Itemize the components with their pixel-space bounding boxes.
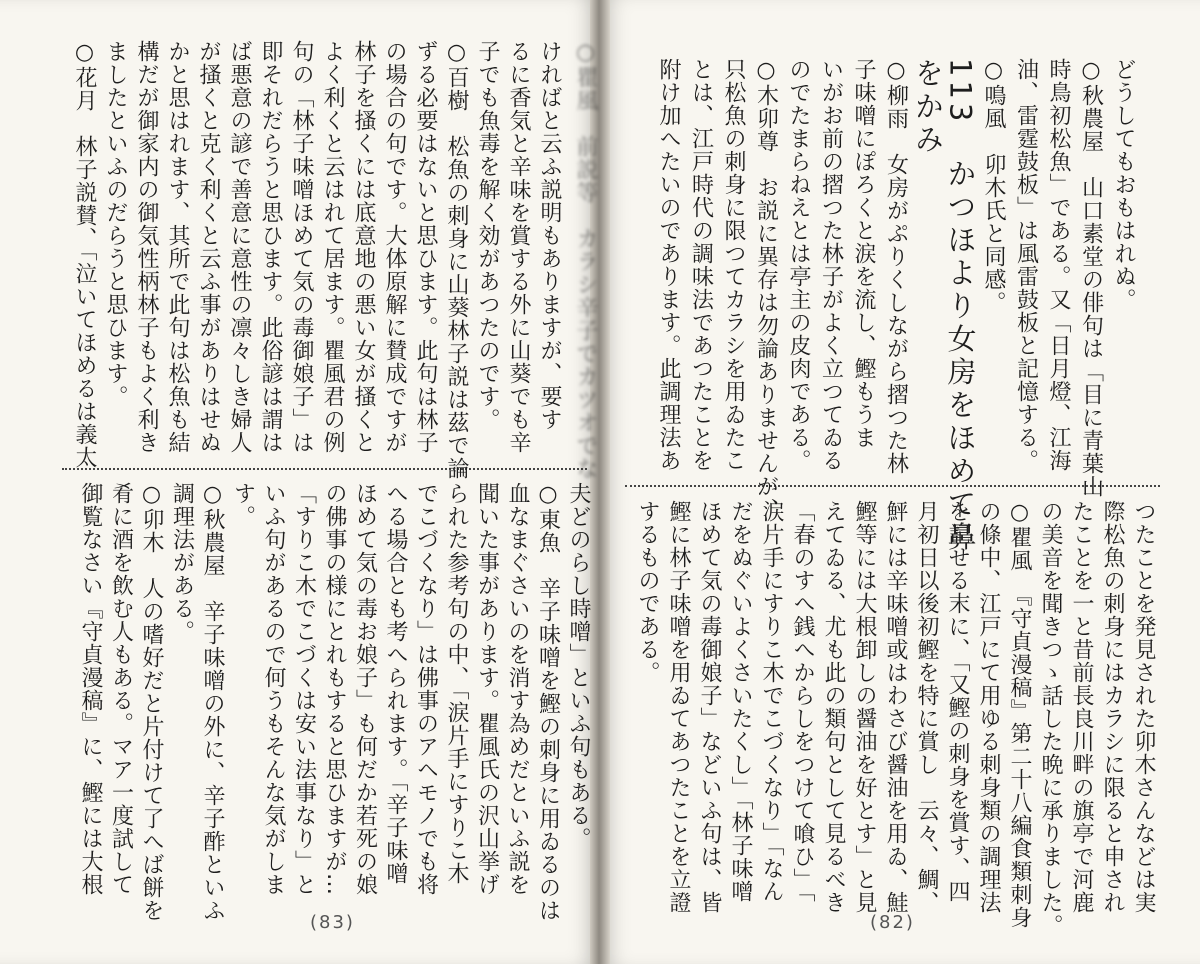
text-column: を記せる末に、「又鰹の刺身を賞す、四 xyxy=(945,500,970,903)
text-column: 調理法がある。 xyxy=(169,482,195,643)
text-column: だをぬぐいよくさいたくし」「林子味噌 xyxy=(728,500,753,903)
text-column: ○秋農屋 辛子味噌の外に、辛子酢といふ xyxy=(200,482,225,922)
text-column: 血なまぐさいのを消す為めだといふ説を xyxy=(505,482,530,896)
text-column: の條中、江戸にて用ゆる刺身類の調理法 xyxy=(976,500,1001,914)
text-column: のでたまらねえとは亭主の皮肉である。 xyxy=(786,58,811,472)
text-column: が搔くと克く利くと云ふ事がありはせぬ xyxy=(196,40,221,454)
text-column: どうしてもおもはれぬ。 xyxy=(1111,58,1136,311)
text-column: 鰹に林子味噌を用ゐてあつたことを立證 xyxy=(666,500,691,914)
text-column: 「すりこ木でこづくは安い法事なり」と xyxy=(291,482,317,896)
text-column: 時鳥初松魚」である。又「日月燈、江海 xyxy=(1046,58,1071,472)
text-column: ○東魚 辛子味噌を鰹の刺身に用ゐるのは xyxy=(535,482,561,922)
text-column: 際松魚の刺身にはカラシに限ると申され xyxy=(1100,500,1125,914)
text-column: るに香気と辛味を賞する外に山葵でも辛 xyxy=(506,40,531,454)
text-column: えてゐる、尤も此の類句として見るべき xyxy=(821,500,846,914)
text-column: の美音を聞きつゝ話した晩に承りました。 xyxy=(1038,500,1063,937)
text-column: 御覧なさい『守貞漫稿』に、鰹には大根 xyxy=(78,482,103,896)
text-column: ○木卯尊 お説に異存は勿論ありませんが、 xyxy=(753,58,779,521)
text-column: ○瞿風 前説等 カラシ辛子でカツオでな xyxy=(573,40,598,480)
text-column: ずる必要はないと思ひます。此句は林子 xyxy=(413,40,438,454)
text-column: をかみ xyxy=(911,58,945,157)
text-column: 鮃には辛味噌或はわさび醤油を用ゐ、鮭 xyxy=(883,500,908,914)
text-column: ましたといふのだらうと思ひます。 xyxy=(103,40,128,408)
text-column: 鰹等には大根卸しの醤油を好とす」と見 xyxy=(852,500,877,914)
text-column: するものである。 xyxy=(635,500,660,684)
text-column: 子でも魚毒を解く効があつたのです。 xyxy=(475,40,500,431)
text-column: 構だが御家内の御気性柄林子もよく利き xyxy=(134,40,159,454)
text-column: 附け加へたいのであります。此調理法あ xyxy=(656,58,681,472)
text-column: ○百樹 松魚の刺身に山葵林子説は茲で論 xyxy=(444,40,469,480)
text-column: 林子を搔くには底意地の悪い女が搔くと xyxy=(351,40,376,454)
text-column: いがお前の摺つた林子がよく立つてゐる xyxy=(818,58,844,472)
text-column: 涙片手にすりこ木でこづくなり」「なん xyxy=(759,500,784,903)
text-column: ○瞿風 『守貞漫稿』第二十八編食類刺身 xyxy=(1007,500,1032,929)
right-page-number: (82) xyxy=(870,912,915,933)
text-column: られた参考句の中、「涙片手にすりこ木 xyxy=(444,482,469,885)
text-column: いふ句があるので何うもそんな気がしま xyxy=(261,482,286,896)
text-column: とは、江戸時代の調味法であつたことを xyxy=(688,58,714,472)
text-column: の佛事の様にとれもすると思ひますが… xyxy=(322,482,347,896)
text-column: 月初日以後初鰹を特に賞し 云々、鯛、 xyxy=(914,500,939,914)
text-column: 句の「林子味噌ほめて気の毒御娘子」は xyxy=(289,40,314,454)
text-column: ○花月 林子説賛、「泣いてほめるは義太 xyxy=(72,40,97,469)
text-column: ければと云ふ説明もありますが、要す xyxy=(537,40,562,431)
text-column: かと思はれます、其所で此句は松魚も結 xyxy=(165,40,190,454)
text-column: 子味噌にぽろくと涙を流し、鰹もうま xyxy=(851,58,876,449)
text-column: 肴に酒を飲む人もある。マア一度試して xyxy=(108,482,134,896)
text-column: たことを一と昔前長良川畔の旗亭で河鹿 xyxy=(1069,500,1094,914)
left-page-divider xyxy=(62,468,587,470)
text-column: 油、雷霆鼓板」は風雷鼓板と記憶する。 xyxy=(1013,58,1039,472)
text-column: 只松魚の刺身に限つてカラシを用ゐたこ xyxy=(721,58,746,472)
text-column: 113 かつほより女房をほめて鼻 xyxy=(943,58,978,555)
text-column: の場合の句です。大体原解に賛成ですが xyxy=(382,40,407,454)
text-column: ほめて気の毒御娘子」などいふ句は、皆 xyxy=(697,500,722,914)
text-column: よく利くと云はれて居ます。瞿風君の例 xyxy=(320,40,345,454)
text-column: ○秋農屋 山口素堂の俳句は「目に青葉山 xyxy=(1078,58,1104,498)
text-column: 「春のすへ銭へからしをつけて喰ひ」「 xyxy=(790,500,815,903)
text-column: ○柳雨 女房がぷりくしながら摺つた林 xyxy=(883,58,909,475)
text-column: 即それだらうと思ひます。此俗諺は謂は xyxy=(258,40,283,454)
text-column: ○卯木 人の嗜好だと片付けて了へば餅を xyxy=(139,482,164,922)
text-column: へる場合とも考へられます。「辛子味噌 xyxy=(383,482,408,885)
text-column: ○鳴風 卯木氏と同感。 xyxy=(981,58,1006,314)
text-column: 聞いた事があります。瞿風氏の沢山挙げ xyxy=(474,482,500,896)
text-column: 夫どのらし時噌」といふ句もある。 xyxy=(566,482,591,850)
text-column: ば悪意の諺で善意に意性の凛々しき婦人 xyxy=(227,40,252,454)
text-column: つたことを発見された卯木さんなどは実 xyxy=(1131,500,1156,914)
text-column: す。 xyxy=(230,482,256,528)
left-page-number: (83) xyxy=(310,912,355,933)
text-column: ほめて気の毒お娘子」も何だか若死の娘 xyxy=(352,482,378,896)
text-column: でこづくなり」は佛事のアヘモノでも将 xyxy=(413,482,439,896)
